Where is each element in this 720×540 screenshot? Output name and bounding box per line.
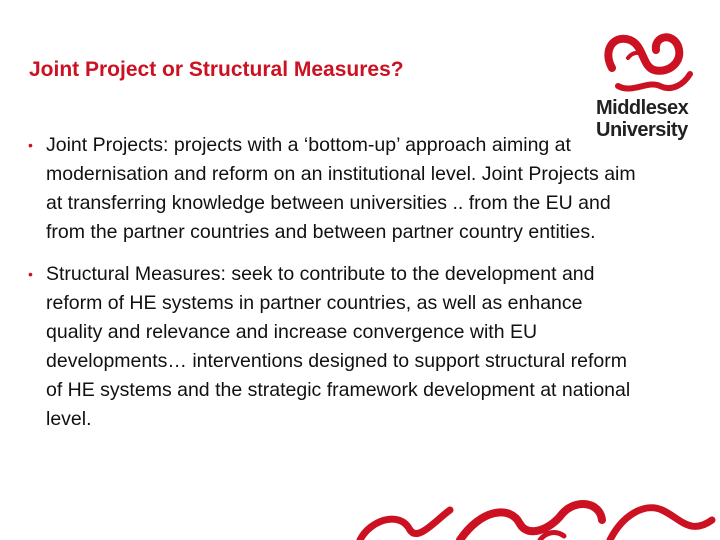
slide-title: Joint Project or Structural Measures? — [29, 58, 404, 81]
bullet-text: Structural Measures: seek to contribute to the development and reform of HE systems in partner countries, as well as enhance quality and relevance and increase convergence with EU developments… interventions designed to support structural reform of HE systems and the strategic framework development at national level. — [46, 263, 631, 430]
bullet-text: Joint Projects: projects with a ‘bottom-up’ approach aiming at modernisation and reform on an institutional level. Joint Projects aim at transferring knowledge between universities .. from the EU and from the partner countries and between partner country entities. — [46, 134, 636, 243]
decorative-ribbon — [340, 480, 720, 540]
bullet-structural-measures — [28, 260, 638, 434]
logo-word-university: University — [596, 119, 688, 141]
bullet-marker: • — [28, 266, 33, 282]
logo-ribbon-icon — [598, 28, 698, 98]
bullet-marker: • — [28, 137, 33, 153]
bullet-joint-projects — [28, 131, 638, 247]
bullet-list — [28, 131, 638, 447]
middlesex-university-logo — [592, 28, 702, 146]
logo-word-middlesex: Middlesex — [596, 97, 689, 119]
